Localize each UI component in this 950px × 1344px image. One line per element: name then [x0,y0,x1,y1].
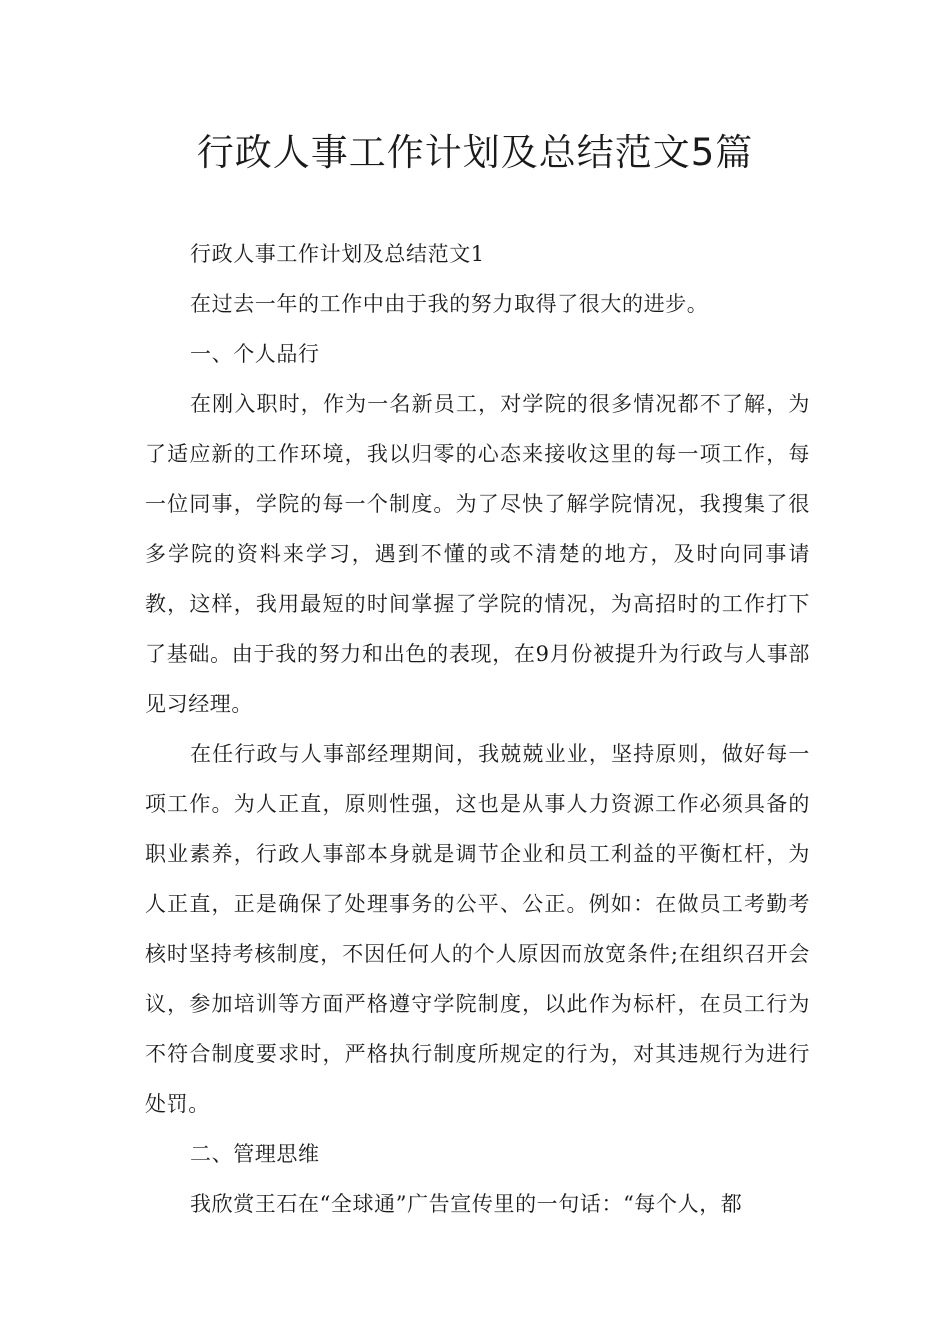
paragraph: 在任行政与人事部经理期间，我兢兢业业，坚持原则，做好每一项工作。为人正直，原则性强，这也是从事人力资源工作必须具备的职业素养，行政人事部本身就是调节企业和员工利益的平衡杠杆，为人正直，正是确保了处理事务的公平、公正。例如：在做员工考勤考核时坚持考核制度，不因任何人的个人原因而放宽条件;在组织召开会议，参加培训等方面严格遵守学院制度，以此作为标杆，在员工行为不符合制度要求时，严格执行制度所规定的行为，对其违规行为进行处罚。 [145,742,810,1116]
document-body [145,229,810,1229]
paragraph: 在过去一年的工作中由于我的努力取得了很大的进步。 [190,292,709,316]
subsection-heading: 一、个人品行 [190,342,320,366]
paragraph: 我欣赏王石在“全球通”广告宣传里的一句话：“每个人，都 [190,1192,743,1216]
section-heading: 行政人事工作计划及总结范文1 [190,242,485,266]
paragraph: 在刚入职时，作为一名新员工，对学院的很多情况都不了解，为了适应新的工作环境，我以归零的心态来接收这里的每一项工作，每一位同事，学院的每一个制度。为了尽快了解学院情况，我搜集了很多学院的资料来学习，遇到不懂的或不清楚的地方，及时向同事请教，这样，我用最短的时间掌握了学院的情况，为高招时的工作打下了基础。由于我的努力和出色的表现，在9月份被提升为行政与人事部见习经理。 [145,392,810,716]
document-title: 行政人事工作计划及总结范文5篇 [196,131,754,174]
subsection-heading: 二、管理思维 [190,1142,320,1166]
